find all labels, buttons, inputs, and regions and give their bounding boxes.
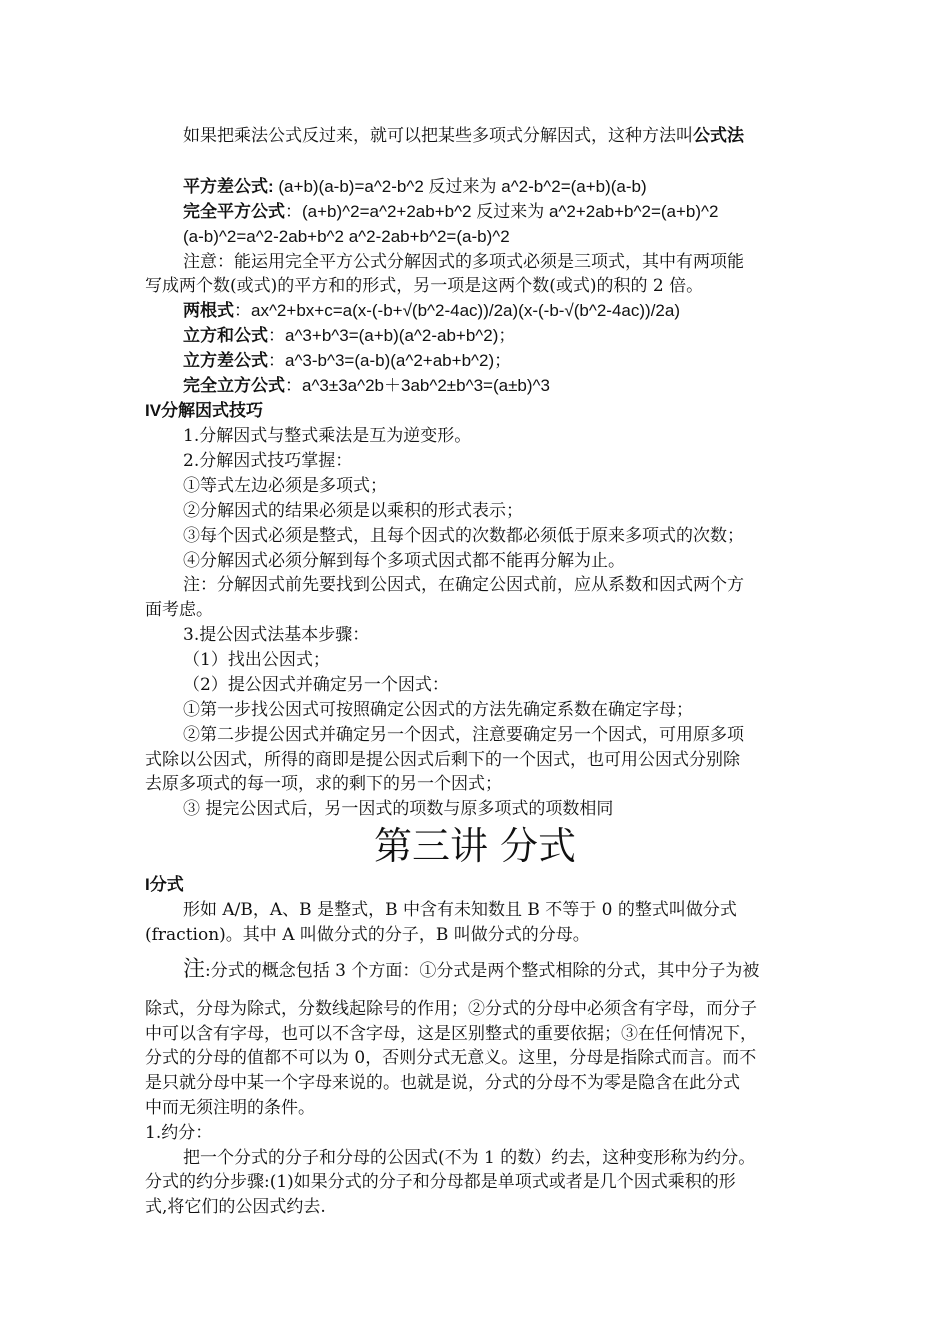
fraction-definition-line-1: 形如 A/B，A、B 是整式，B 中含有未知数且 B 不等于 0 的整式叫做分式 [183, 900, 737, 920]
fraction-note-line-6: 中而无须注明的条件。 [145, 1098, 315, 1118]
reduction-line-3: 式,将它们的公因式约去. [145, 1197, 326, 1217]
tip-3-sub-3: ③ 提完公因式后，另一因式的项数与原多项式的项数相同 [183, 799, 614, 819]
formula-perfect-cube: 完全立方公式：a^3±3a^2b＋3ab^2±b^3=(a±b)^3 [183, 376, 550, 395]
fraction-note-line-4: 分式的分母的值都不可以为 0，否则分式无意义。这里，分母是指除式而言。而不 [145, 1048, 757, 1068]
formula-difference-of-squares: 平方差公式: (a+b)(a-b)=a^2-b^2 反过来为 a^2-b^2=(a+b)(a-b) [183, 177, 647, 196]
tip-2-item-1: ①等式左边必须是多项式； [183, 476, 387, 496]
tip-3-sub-1: ①第一步找公因式可按照确定公因式的方法先确定系数在确定字母； [183, 700, 693, 720]
reduction-line-2: 分式的约分步骤:(1)如果分式的分子和分母都是单项式或者是几个因式乘积的形 [145, 1172, 736, 1192]
tip-2-item-4: ④分解因式必须分解到每个多项式因式都不能再分解为止。 [183, 551, 625, 571]
reduction-line-1: 把一个分式的分子和分母的公因式(不为 1 的数）约去，这种变形称为约分。 [183, 1148, 756, 1168]
fraction-note-line-2: 除式，分母为除式，分数线起除号的作用；②分式的分母中必须含有字母，而分子 [145, 999, 757, 1019]
fraction-note-line-1: 注:分式的概念包括 3 个方面：①分式是两个整式相除的分式，其中分子为被 [183, 957, 760, 982]
tip-3-step-1: （1）找出公因式； [183, 650, 330, 670]
section-heading-iv: IV分解因式技巧 [145, 401, 264, 420]
tip-2: 2.分解因式技巧掌握： [183, 451, 353, 471]
tip-3-sub-2-line-1: ②第二步提公因式并确定另一个因式，注意要确定另一个因式，可用原多项 [183, 725, 744, 745]
fraction-note-line-3: 中可以含有字母，也可以不含字母，这是区别整式的重要依据；③在任何情况下， [145, 1024, 757, 1044]
reduction-heading: 1.约分： [145, 1123, 213, 1143]
formula-perfect-square: 完全平方公式：(a+b)^2=a^2+2ab+b^2 反过来为 a^2+2ab+b^2=(a+b)^2 [183, 202, 719, 221]
fraction-definition-line-2: (fraction)。其中 A 叫做分式的分子，B 叫做分式的分母。 [145, 925, 590, 945]
paragraph-formula-method: 如果把乘法公式反过来，就可以把某些多项式分解因式，这种方法叫公式法 [183, 126, 744, 146]
formula-difference-of-cubes: 立方差公式：a^3-b^3=(a-b)(a^2+ab+b^2)； [183, 351, 512, 370]
tip-3: 3.提公因式法基本步骤： [183, 625, 370, 645]
lecture-title: 第三讲 分式 [373, 824, 577, 868]
formula-sum-of-cubes: 立方和公式：a^3+b^3=(a+b)(a^2-ab+b^2)； [183, 326, 516, 345]
tip-1: 1.分解因式与整式乘法是互为逆变形。 [183, 426, 472, 446]
tip-2-item-3: ③每个因式必须是整式，且每个因式的次数都必须低于原来多项式的次数； [183, 526, 744, 546]
formula-two-roots: 两根式：ax^2+bx+c=a(x-(-b+√(b^2-4ac))/2a)(x-(-b-√(b^2-4ac))/2a) [183, 301, 680, 320]
tip-note-line-2: 面考虑。 [145, 600, 213, 620]
tip-3-sub-2-line-3: 去原多项式的每一项，求的剩下的另一个因式； [145, 774, 502, 794]
fraction-note-line-5: 是只就分母中某一个字母来说的。也就是说，分式的分母不为零是隐含在此分式 [145, 1073, 740, 1093]
note-line-2: 写成两个数(或式)的平方和的形式，另一项是这两个数(或式)的积的 2 倍。 [145, 276, 704, 296]
formula-perfect-square-minus: (a-b)^2=a^2-2ab+b^2 a^2-2ab+b^2=(a-b)^2 [183, 227, 510, 246]
tip-2-item-2: ②分解因式的结果必须是以乘积的形式表示； [183, 501, 523, 521]
note-line-1: 注意：能运用完全平方公式分解因式的多项式必须是三项式，其中有两项能 [183, 252, 744, 272]
section-heading-fraction: I分式 [145, 875, 184, 894]
tip-3-step-2: （2）提公因式并确定另一个因式： [183, 675, 449, 695]
tip-note-line-1: 注：分解因式前先要找到公因式，在确定公因式前，应从系数和因式两个方 [183, 575, 744, 595]
tip-3-sub-2-line-2: 式除以公因式，所得的商即是提公因式后剩下的一个因式，也可用公因式分别除 [145, 750, 740, 770]
